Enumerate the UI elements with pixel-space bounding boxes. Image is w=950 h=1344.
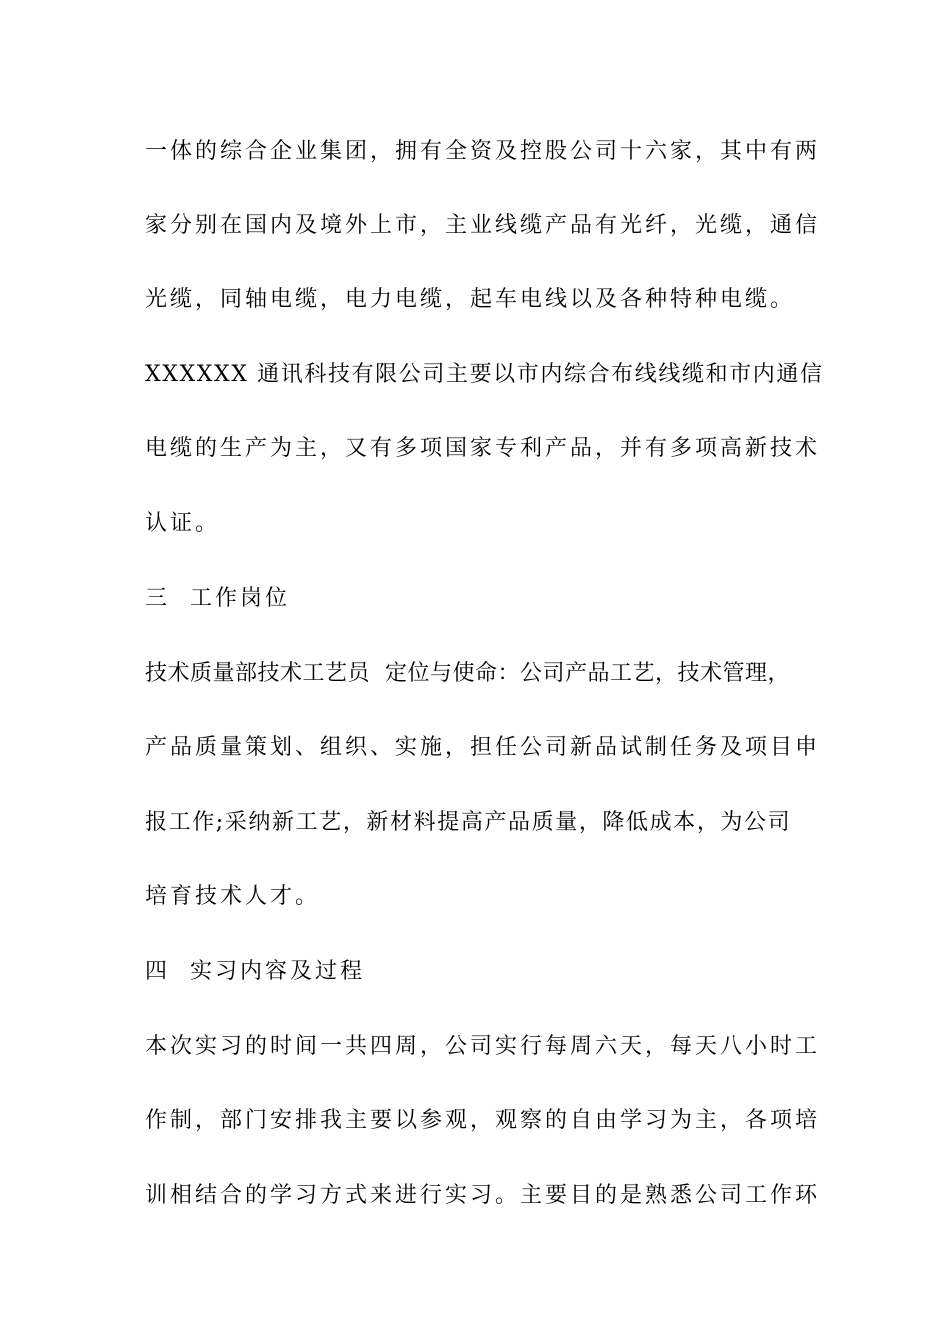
text-line: XXXXXX 通讯科技有限公司主要以市内综合布线线缆和市内通信 [145,362,824,387]
text-line: 报工作;采纳新工艺，新材料提高产品质量，降低成本，为公司 [145,810,792,835]
text-line: 训相结合的学习方式来进行实习。主要目的是熟悉公司工作环 [145,1183,821,1208]
text-line: 培育技术人才。 [145,884,321,909]
text-line: 技术质量部技术工艺员 定位与使命：公司产品工艺，技术管理， [145,661,790,686]
section-heading: 三 工作岗位 [145,586,290,611]
text-line: 本次实习的时间一共四周，公司实行每周六天，每天八小时工 [145,1034,821,1059]
section-heading: 四 实习内容及过程 [145,959,365,984]
text-line: 产品质量策划、组织、实施，担任公司新品试制任务及项目申 [145,735,821,760]
text-line: 电缆的生产为主，又有多项国家专利产品，并有多项高新技术 [145,436,821,461]
text-line: 一体的综合企业集团，拥有全资及控股公司十六家，其中有两 [145,139,821,164]
text-line: 认证。 [145,511,221,536]
text-line: 作制，部门安排我主要以参观，观察的自由学习为主，各项培 [145,1108,821,1133]
text-line: 光缆，同轴电缆，电力电缆，起车电线以及各种特种电缆。 [145,287,796,312]
text-line: 家分别在国内及境外上市，主业线缆产品有光纤，光缆，通信 [145,213,821,238]
